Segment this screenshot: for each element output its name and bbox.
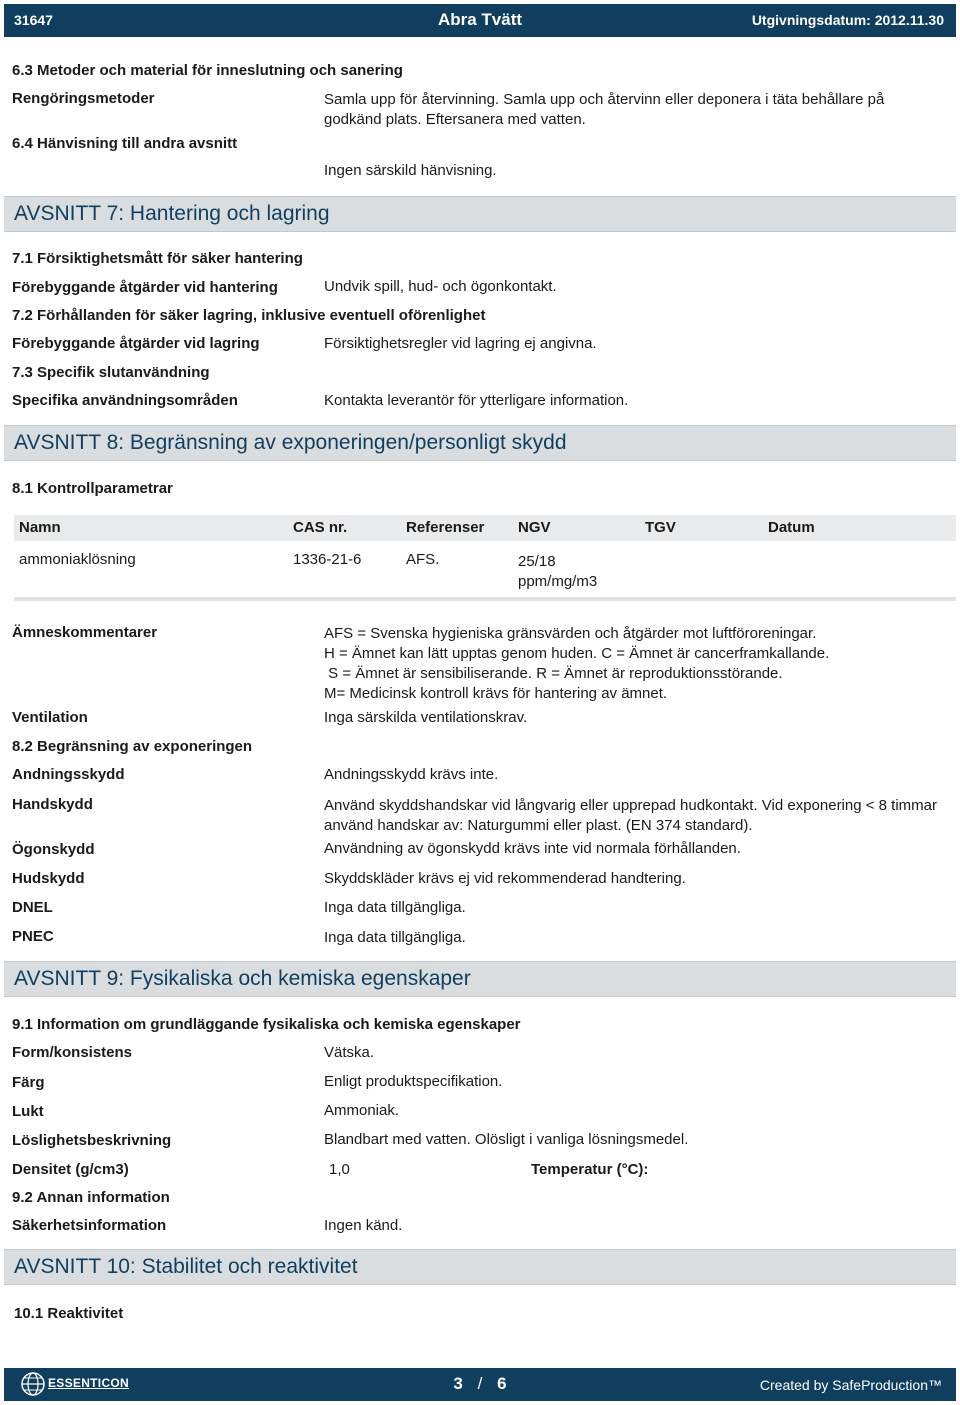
section-9-title: AVSNITT 9: Fysikaliska och kemiska egenskaper [14, 967, 471, 990]
column-header-tgv: TGV [645, 519, 676, 536]
cleaning-methods-value: Samla upp för återvinning. Samla upp och återvinn eller deponera i täta behållare på godkänd plats. Eftersanera med vatten. [324, 91, 885, 128]
color-label: Färg [12, 1074, 45, 1091]
heading-9-2: 9.2 Annan information [12, 1189, 170, 1206]
comment-line: M= Medicinsk kontroll krävs för hantering av ämnet. [324, 685, 668, 702]
heading-10-1: 10.1 Reaktivitet [14, 1305, 124, 1322]
issue-date: Utgivningsdatum: 2012.11.30 [751, 12, 944, 28]
header-bar [4, 4, 956, 37]
column-header-references: Referenser [406, 519, 485, 536]
comment-line: H = Ämnet kan lätt upptas genom huden. C = Ämnet är cancerframkallande. [324, 645, 830, 662]
solubility-value: Blandbart med vatten. Olösligt i vanliga lösningsmedel. [324, 1131, 689, 1148]
form-label: Form/konsistens [12, 1044, 133, 1061]
section-7-header [4, 196, 956, 232]
density-label: Densitet (g/cm3) [12, 1161, 129, 1178]
heading-8-1: 8.1 Kontrollparametrar [12, 480, 173, 497]
storage-label: Förebyggande åtgärder vid lagring [12, 335, 260, 352]
page-total: 6 [497, 1374, 507, 1393]
column-header-date: Datum [768, 519, 815, 536]
section-10-title: AVSNITT 10: Stabilitet och reaktivitet [14, 1255, 358, 1278]
safety-info-label: Säkerhetsinformation [12, 1217, 167, 1234]
created-by: Created by SafeProduction™ [759, 1377, 942, 1393]
color-value: Enligt produktspecifikation. [324, 1073, 503, 1090]
heading-7-3: 7.3 Specifik slutanvändning [12, 364, 210, 381]
cell-cas: 1336-21-6 [293, 551, 362, 568]
dnel-label: DNEL [12, 899, 53, 916]
substance-comments [324, 624, 829, 704]
odor-label: Lukt [12, 1103, 44, 1120]
comment-line: AFS = Svenska hygieniska gränsvärden och åtgärder mot luftföroreningar. [324, 625, 817, 642]
solubility-label: Löslighetsbeskrivning [12, 1132, 172, 1149]
column-header-ngv: NGV [518, 519, 551, 536]
safety-info-value: Ingen känd. [324, 1217, 403, 1234]
skin-protection-label: Hudskydd [12, 870, 85, 887]
pnec-label: PNEC [12, 928, 54, 945]
section-8-title: AVSNITT 8: Begränsning av exponeringen/personligt skydd [14, 431, 567, 454]
ventilation-value: Inga särskilda ventilationskrav. [324, 709, 528, 726]
respiratory-value: Andningsskydd krävs inte. [324, 766, 499, 783]
section-9-header [4, 961, 956, 997]
handling-label: Förebyggande åtgärder vid hantering [12, 279, 278, 296]
odor-value: Ammoniak. [324, 1102, 400, 1119]
respiratory-label: Andningsskydd [12, 766, 125, 783]
substance-comments-label: Ämneskommentarer [12, 624, 158, 641]
column-header-name: Namn [19, 519, 61, 536]
table-bottom-rule [14, 597, 956, 601]
hand-protection-label: Handskydd [12, 796, 93, 813]
cell-ngv: 25/18 ppm/mg/m3 [518, 553, 598, 590]
page-current: 3 [453, 1374, 463, 1393]
storage-value: Försiktighetsregler vid lagring ej angivna. [324, 335, 597, 352]
reference-value: Ingen särskild hänvisning. [324, 162, 497, 179]
logo-text: ESSENTICON [48, 1376, 130, 1390]
heading-6-3: 6.3 Metoder och material för inneslutning och sanering [12, 62, 403, 79]
eye-protection-label: Ögonskydd [12, 841, 95, 858]
footer-bar [4, 1368, 956, 1401]
cleaning-methods-label: Rengöringsmetoder [12, 90, 155, 107]
cell-reference: AFS. [406, 551, 440, 568]
column-header-cas: CAS nr. [293, 519, 348, 536]
section-7-title: AVSNITT 7: Hantering och lagring [14, 202, 330, 225]
specific-use-label: Specifika användningsområden [12, 392, 238, 409]
section-10-header [4, 1249, 956, 1285]
handling-value: Undvik spill, hud- och ögonkontakt. [324, 278, 557, 295]
heading-7-2: 7.2 Förhållanden för säker lagring, inklusive eventuell oförenlighet [12, 307, 486, 324]
heading-6-4: 6.4 Hänvisning till andra avsnitt [12, 135, 238, 152]
heading-8-2: 8.2 Begränsning av exponeringen [12, 738, 253, 755]
comment-line: S = Ämnet är sensibiliserande. R = Ämnet är reproduktionsstörande. [324, 665, 783, 682]
exposure-table-header [14, 515, 956, 541]
hand-protection-value: Använd skyddshandskar vid långvarig eller upprepad hudkontakt. Vid exponering < 8 timmar använd handskar av: Naturgummi eller plast. (EN 374 standard). [324, 797, 938, 834]
specific-use-value: Kontakta leverantör för ytterligare information. [324, 392, 629, 409]
product-name: Abra Tvätt [437, 10, 523, 29]
dnel-value: Inga data tillgängliga. [324, 899, 466, 916]
heading-9-1: 9.1 Information om grundläggande fysikaliska och kemiska egenskaper [12, 1016, 521, 1033]
cell-name: ammoniaklösning [19, 551, 136, 568]
ventilation-label: Ventilation [12, 709, 88, 726]
skin-protection-value: Skyddskläder krävs ej vid rekommenderad handtering. [324, 870, 686, 887]
pnec-value: Inga data tillgängliga. [324, 929, 466, 946]
form-value: Vätska. [324, 1044, 375, 1061]
page-separator: / [477, 1374, 483, 1393]
temperature-label: Temperatur (°C): [531, 1161, 649, 1178]
section-8-header [4, 425, 956, 461]
density-value: 1,0 [329, 1161, 350, 1178]
document-number: 31647 [14, 12, 53, 28]
heading-7-1: 7.1 Försiktighetsmått för säker hantering [12, 250, 303, 267]
eye-protection-value: Användning av ögonskydd krävs inte vid normala förhållanden. [324, 840, 741, 857]
